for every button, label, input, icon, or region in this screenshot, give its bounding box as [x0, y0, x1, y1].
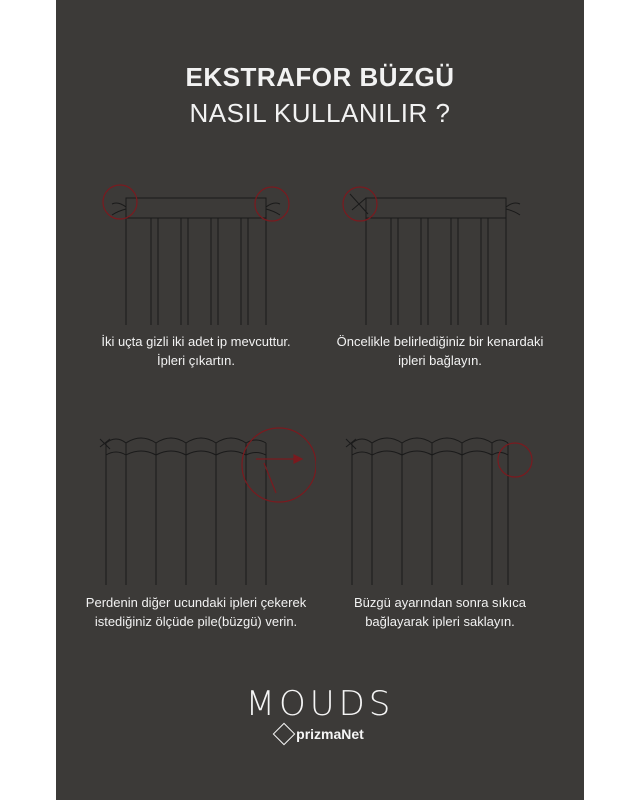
step3-caption-line1: Perdenin diğer ucundaki ipleri çekerek	[85, 595, 307, 610]
page-title: EKSTRAFOR BÜZGÜ	[185, 62, 455, 92]
step3-caption	[64, 593, 328, 631]
step2-caption	[308, 332, 572, 370]
step3-curtain-illustration	[96, 425, 316, 590]
step2-caption-line1: Öncelikle belirlediğiniz bir kenardaki	[336, 334, 544, 349]
brand-name: prizmaNet	[296, 726, 364, 742]
step2-caption-line2: ipleri bağlayın.	[398, 353, 482, 368]
page-subtitle: NASIL KULLANILIR ?	[189, 98, 451, 128]
instruction-card	[56, 0, 584, 800]
brand-logo	[56, 684, 584, 747]
step4-caption	[308, 593, 572, 631]
prizmanet-brand	[276, 726, 364, 742]
step3-caption-line2: istediğiniz ölçüde pile(büzgü) verin.	[94, 614, 298, 629]
step1-caption-line2: İpleri çıkartın.	[156, 353, 236, 368]
step4-curtain-illustration	[338, 425, 538, 590]
step1-curtain-illustration	[96, 180, 296, 325]
prizma-diamond-icon	[273, 723, 296, 746]
step1-caption-line1: İki uçta gizli iki adet ip mevcuttur.	[101, 334, 291, 349]
step4-caption-line2: bağlayarak ipleri saklayın.	[365, 614, 515, 629]
step4-caption-line1: Büzgü ayarından sonra sıkıca	[354, 595, 526, 610]
step1-caption	[64, 332, 328, 370]
moods-wordmark: MOUDS	[245, 684, 395, 724]
step2-curtain-illustration	[336, 180, 536, 325]
